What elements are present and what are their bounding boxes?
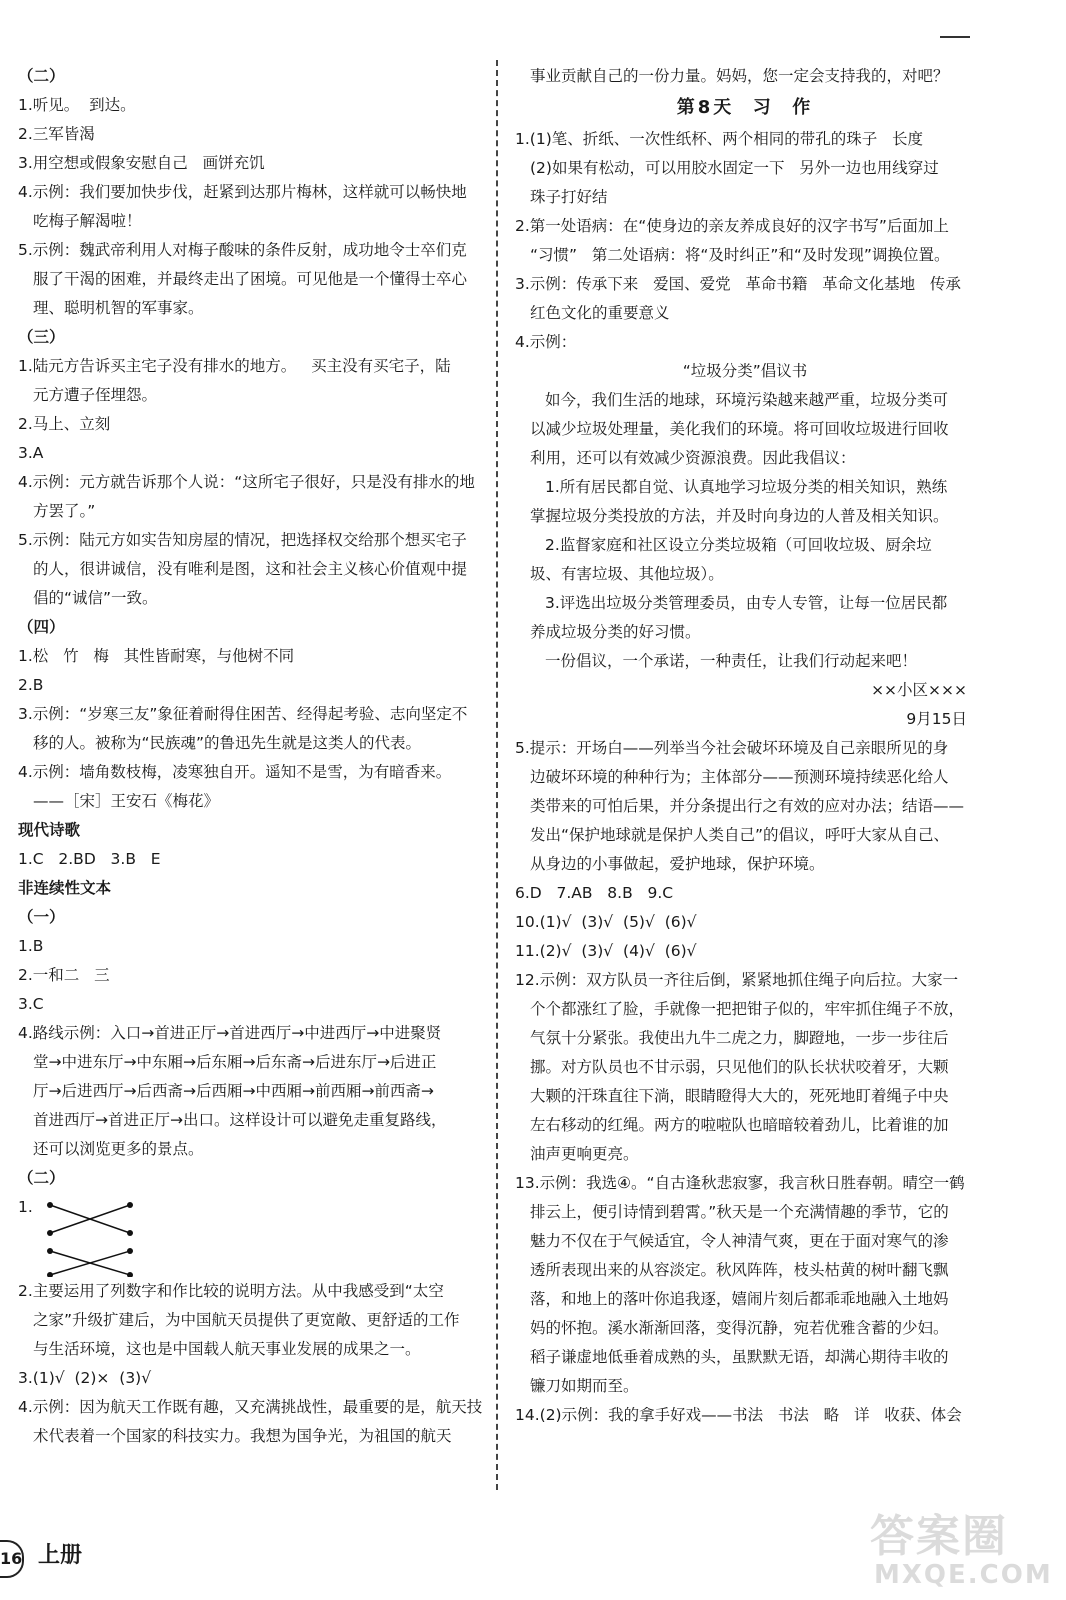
- answer-line: 1.听见。 到达。: [18, 96, 136, 114]
- top-rule: [940, 36, 970, 38]
- answer-line: 14.(2)示例：我的拿手好戏——书法 书法 略 详 收获、体会: [515, 1406, 962, 1424]
- answer-line: 2.监督家庭和社区设立分类垃圾箱（可回收垃圾、厨余垃: [545, 536, 932, 554]
- answer-line: 2.第一处语病：在“使身边的亲友养成良好的汉字书写”后面加上: [515, 217, 949, 235]
- answer-line: 4.示例：墙角数枝梅，凌寒独自开。遥知不是雪，为有暗香来。: [18, 763, 452, 781]
- answer-line: 4.路线示例：入口→首进正厅→首进西厅→中进西厅→中进聚贤: [18, 1024, 442, 1042]
- answer-line: 4.示例：元方就告诉那个人说：“这所宅子很好，只是没有排水的地: [18, 473, 475, 491]
- answer-line: 的人，很讲诚信，没有唯利是图，这和社会主义核心价值观中提: [33, 560, 468, 578]
- answer-line: 发出“保护地球就是保护人类自己”的倡议，呼吁大家从自己、: [530, 826, 950, 844]
- matching-diagram: [18, 1193, 484, 1277]
- answer-line: 首进西厅→首进正厅→出口。这样设计可以避免走重复路线，: [33, 1111, 447, 1129]
- answer-line: 养成垃圾分类的好习惯。: [530, 623, 701, 641]
- answer-line: 之家”升级扩建后，为中国航天员提供了更宽敞、更舒适的工作: [33, 1311, 460, 1329]
- answer-line: 1.所有居民都自觉、认真地学习垃圾分类的相关知识，熟练: [545, 478, 948, 496]
- answer-line: 还可以浏览更多的景点。: [33, 1140, 204, 1158]
- watermark-logo: [870, 1500, 1053, 1595]
- answer-line: 3.评选出垃圾分类管理委员，由专人专管，让每一位居民都: [545, 594, 948, 612]
- answer-line: 9月15日: [906, 710, 967, 728]
- answer-line: 一份倡议，一个承诺，一种责任，让我们行动起来吧！: [545, 652, 918, 670]
- answer-line: 透所表现出来的从容淡定。秋风阵阵，枝头枯黄的树叶翻飞飘: [530, 1261, 949, 1279]
- answer-line: 11.(2)√ (3)√ (4)√ (6)√: [515, 942, 697, 960]
- answer-line: 落，和地上的落叶你追我逐，嬉闹片刻后都乖乖地融入土地妈: [530, 1290, 949, 1308]
- answer-line: 掌握垃圾分类投放的方法，并及时向身边的人普及相关知识。: [530, 507, 949, 525]
- answer-line: 2.一和二 三: [18, 966, 110, 984]
- answer-line: 1.松 竹 梅 其性皆耐寒，与他树不同: [18, 647, 295, 665]
- answer-line: 红色文化的重要意义: [530, 304, 670, 322]
- answer-line: 3.C: [18, 995, 44, 1013]
- answer-line: 5.示例：魏武帝利用人对梅子酸味的条件反射，成功地令士卒们克: [18, 241, 467, 259]
- answer-line: 服了干渴的困难，并最终走出了困境。可见他是一个懂得士卒心: [33, 270, 468, 288]
- answer-line: 妈的怀抱。溪水渐渐回落，变得沉静，宛若优雅含蓄的少妇。: [530, 1319, 949, 1337]
- answer-line: 3.示例：传承下来 爱国、爱党 革命书籍 革命文化基地 传承: [515, 275, 961, 293]
- answer-line: 堂→中进东厅→中东厢→后东厢→后东斋→后进东厅→后进正: [33, 1053, 437, 1071]
- answer-line: 利用，还可以有效减少资源浪费。因此我倡议：: [530, 449, 856, 467]
- answer-line: 圾、有害垃圾、其他垃圾）。: [530, 565, 724, 583]
- answer-line: 边破坏环境的种种行为；主体部分——预测环境持续恶化给人: [530, 768, 949, 786]
- answer-line: 左右移动的红绳。两方的啦啦队也暗暗较着劲儿，比着谁的加: [530, 1116, 949, 1134]
- answer-line: 3.示例：“岁寒三友”象征着耐得住困苦、经得起考验、志向坚定不: [18, 705, 468, 723]
- volume-label: 上册: [38, 1543, 83, 1568]
- section-heading: （二）: [18, 67, 65, 85]
- section-heading: （三）: [18, 328, 65, 346]
- match-dot: [47, 1272, 53, 1277]
- answer-line: 13.示例：我选④。“自古逢秋悲寂寥，我言秋日胜春朝。晴空一鹤: [515, 1174, 965, 1192]
- answer-line: 2.主要运用了列数字和作比较的说明方法。从中我感受到“太空: [18, 1282, 444, 1300]
- answer-line: 1.: [18, 1198, 33, 1216]
- match-dot: [127, 1248, 133, 1254]
- answer-line: 2.三军皆渴: [18, 125, 95, 143]
- answer-line: 吃梅子解渴啦！: [33, 212, 142, 230]
- answer-line: ××小区×××: [871, 681, 967, 699]
- answer-line: 个个都涨红了脸，手就像一把把钳子似的，牢牢抓住绳子不放，: [530, 1000, 965, 1018]
- answer-line: 挪。对方队员也不甘示弱，只见他们的队长状状咬着牙，大颗: [530, 1058, 949, 1076]
- answer-line: 2.B: [18, 676, 44, 694]
- answer-line: 珠子打好结: [530, 188, 608, 206]
- answer-line: (2)如果有松动，可以用胶水固定一下 另外一边也用线穿过: [530, 159, 939, 177]
- right-column: [515, 62, 975, 1430]
- answer-line: 理、聪明机智的军事家。: [33, 299, 204, 317]
- answer-line: 12.示例：双方队员一齐往后倒，紧紧地抓住绳子向后拉。大家一: [515, 971, 959, 989]
- answer-line: 方罢了。”: [33, 502, 96, 520]
- answer-line: 3.用空想或假象安慰自己 画饼充饥: [18, 154, 265, 172]
- page-number: 16: [0, 1540, 24, 1578]
- answer-line: 6.D 7.AB 8.B 9.C: [515, 884, 674, 902]
- answer-line: 从身边的小事做起，爱护地球，保护环境。: [530, 855, 825, 873]
- section-heading: 非连续性文本: [18, 879, 112, 897]
- answer-line: 2.马上、立刻: [18, 415, 111, 433]
- match-dot: [47, 1230, 53, 1236]
- answer-line: 魅力不仅在于气候适宜，令人神清气爽，更在于面对寒气的渗: [530, 1232, 949, 1250]
- match-dot: [127, 1272, 133, 1277]
- answer-line: 1.C 2.BD 3.B E: [18, 850, 161, 868]
- answer-line: 倡的“诚信”一致。: [33, 589, 158, 607]
- answer-line: 气氛十分紧张。我使出九牛二虎之力，脚蹬地，一步一步往后: [530, 1029, 949, 1047]
- answer-line: 3.A: [18, 444, 44, 462]
- answer-line: 元方遭子侄埋怨。: [33, 386, 158, 404]
- match-dot: [47, 1202, 53, 1208]
- day-title: 第8天 习 作: [676, 97, 814, 118]
- answer-line: 1.陆元方告诉买主宅子没有排水的地方。 买主没有买宅子，陆: [18, 357, 451, 375]
- answer-line: 10.(1)√ (3)√ (5)√ (6)√: [515, 913, 697, 931]
- answer-line: 油声更响更亮。: [530, 1145, 639, 1163]
- section-heading: （一）: [18, 908, 65, 926]
- column-divider: [496, 60, 498, 1490]
- answer-line: 4.示例：因为航天工作既有趣，又充满挑战性，最重要的是，航天技: [18, 1398, 483, 1416]
- answer-line: 1.B: [18, 937, 44, 955]
- answer-line: 5.提示：开场白——列举当今社会破坏环境及自己亲眼所见的身: [515, 739, 949, 757]
- answer-line: 1.(1)笔、折纸、一次性纸杯、两个相同的带孔的珠子 长度: [515, 130, 924, 148]
- section-heading: （二）: [18, 1169, 65, 1187]
- section-heading: 现代诗歌: [18, 821, 81, 839]
- answer-line: “习惯” 第二处语病：将“及时纠正”和“及时发现”调换位置。: [530, 246, 950, 264]
- answer-line: 以减少垃圾处理量，美化我们的环境。将可回收垃圾进行回收: [530, 420, 949, 438]
- answer-line: 排云上，便引诗情到碧霄。”秋天是一个充满情趣的季节，它的: [530, 1203, 949, 1221]
- answer-line: 厅→后进西厅→后西斋→后西厢→中西厢→前西厢→前西斋→: [33, 1082, 434, 1100]
- answer-line: 类带来的可怕后果，并分条提出行之有效的应对办法；结语——: [530, 797, 965, 815]
- answer-line: 大颗的汗珠直往下淌，眼睛瞪得大大的，死死地盯着绳子中央: [530, 1087, 949, 1105]
- answer-line: 与生活环境，这也是中国载人航天事业发展的成果之一。: [33, 1340, 421, 1358]
- section-heading: （四）: [18, 618, 65, 636]
- answer-line: 如今，我们生活的地球，环境污染越来越严重，垃圾分类可: [545, 391, 949, 409]
- answer-line: 稻子谦虚地低垂着成熟的头，虽默默无语，却满心期待丰收的: [530, 1348, 949, 1366]
- left-column: [18, 62, 484, 1451]
- match-dot: [47, 1248, 53, 1254]
- answer-line: 术代表着一个国家的科技实力。我想为国争光，为祖国的航天: [33, 1427, 452, 1445]
- watermark-text: 答案圈: [870, 1511, 1008, 1562]
- answer-line: 镰刀如期而至。: [530, 1377, 639, 1395]
- match-dot: [127, 1230, 133, 1236]
- answer-line: 4.示例：: [515, 333, 577, 351]
- answer-line: 3.(1)√ (2)× (3)√: [18, 1369, 152, 1387]
- answer-line: 事业贡献自己的一份力量。妈妈，您一定会支持我的，对吧？: [530, 67, 949, 85]
- answer-line: 5.示例：陆元方如实告知房屋的情况，把选择权交给那个想买宅子: [18, 531, 467, 549]
- matching-lines: [30, 1193, 170, 1277]
- answer-line: ——［宋］王安石《梅花》: [33, 792, 220, 810]
- match-dot: [127, 1202, 133, 1208]
- answer-line: 移的人。被称为“民族魂”的鲁迅先生就是这类人的代表。: [33, 734, 422, 752]
- watermark-url: MXQE.COM: [874, 1560, 1053, 1590]
- answer-line: “垃圾分类”倡议书: [682, 362, 808, 380]
- answer-line: 4.示例：我们要加快步伐，赶紧到达那片梅林，这样就可以畅快地: [18, 183, 467, 201]
